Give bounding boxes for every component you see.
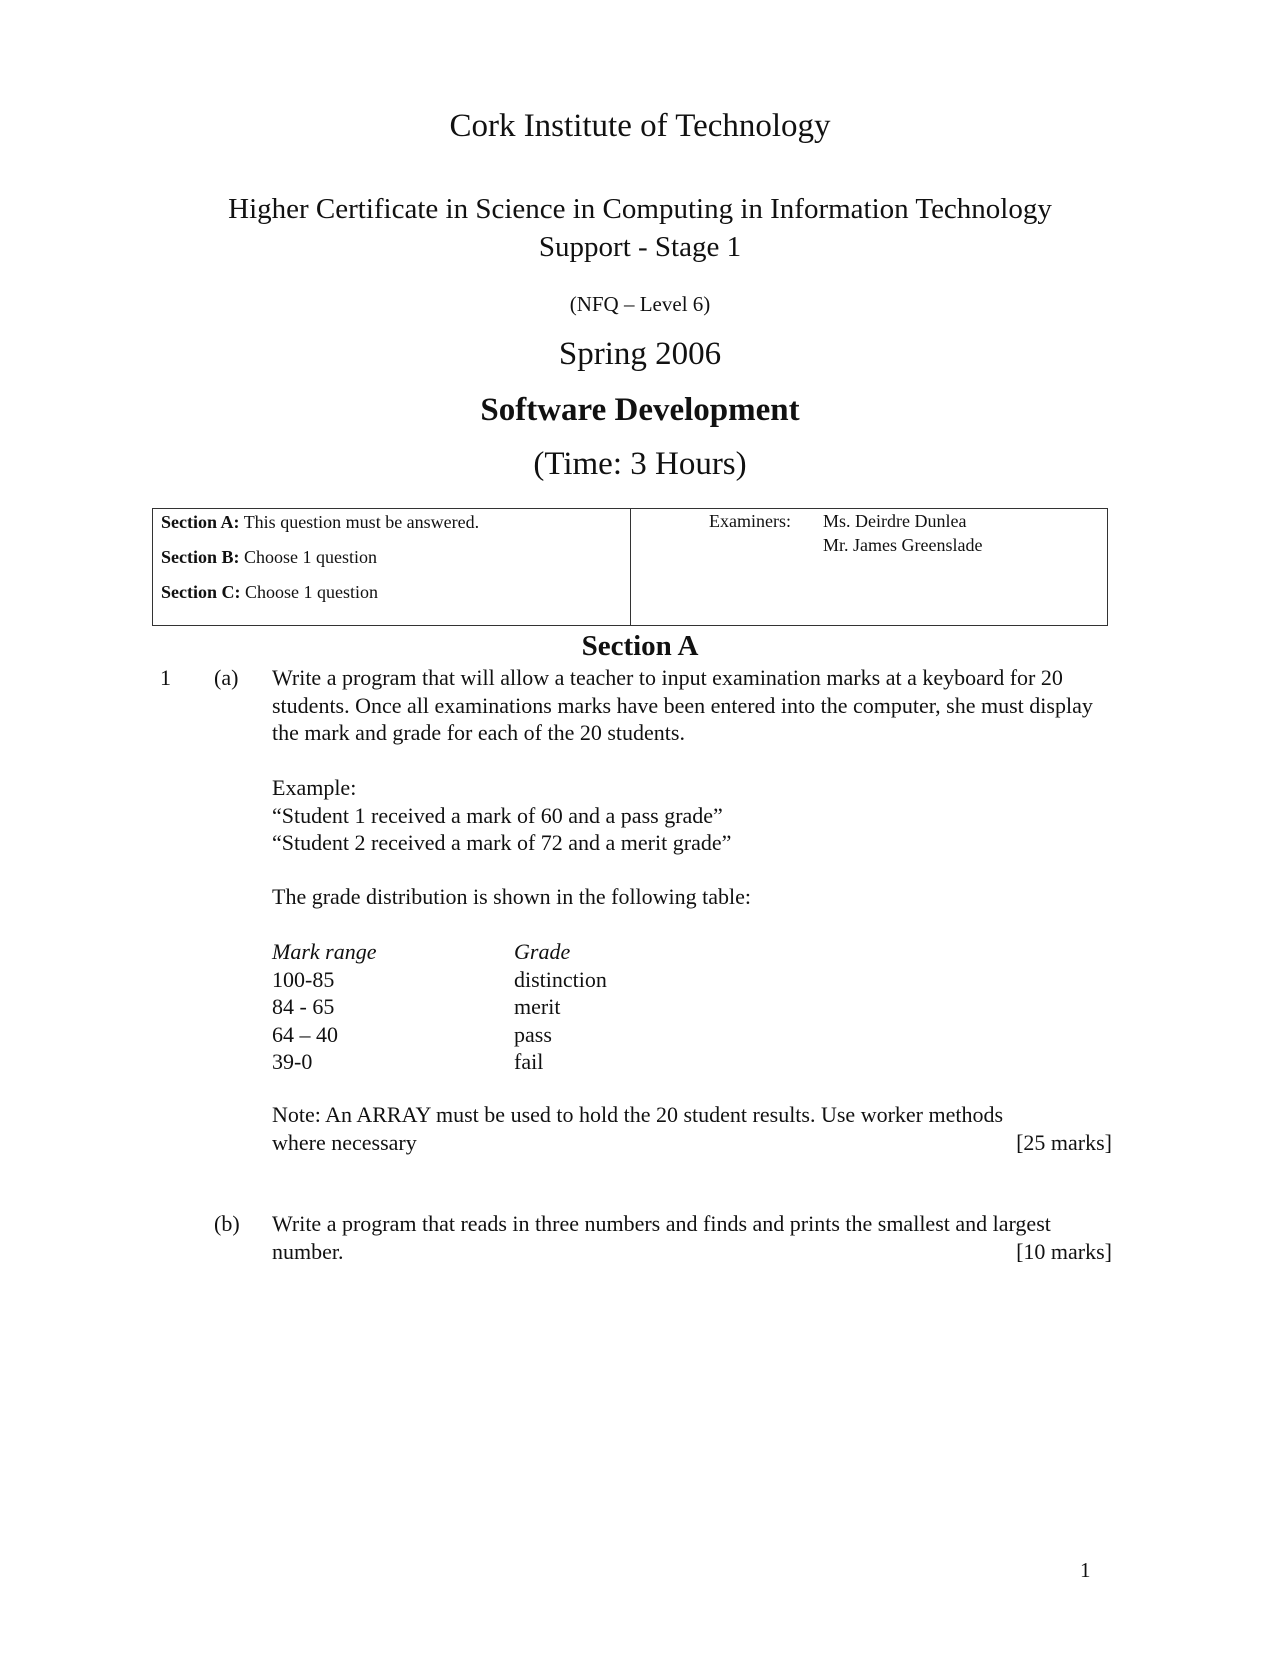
mark-range-cell: 84 - 65 <box>272 994 335 1019</box>
section-b-text: Choose 1 question <box>244 547 377 567</box>
header-grade: Grade <box>514 939 571 964</box>
instruction-section-b <box>161 547 377 568</box>
part-b-line-2-row <box>272 1238 1112 1266</box>
grade-table-row <box>272 1021 552 1049</box>
part-a-note <box>272 1101 1112 1156</box>
part-a-intro-text: Write a program that will allow a teacher to input examination marks at a keyboard for 20 students. Once all examinations marks have been entered into the computer, she must display the mark and grade for each of the 20 students. <box>272 665 1093 745</box>
part-a-intro <box>272 664 1114 747</box>
section-a-text: This question must be answered. <box>243 512 480 532</box>
header-mark-range: Mark range <box>272 939 377 964</box>
box-divider <box>630 509 631 625</box>
note-line-1: Note: An ARRAY must be used to hold the 20 student results. Use worker methods <box>272 1102 1004 1127</box>
question-number: 1 <box>160 665 171 690</box>
module-title: Software Development <box>480 392 800 428</box>
part-b-label: (b) <box>214 1211 240 1236</box>
grade-table-row <box>272 966 607 994</box>
part-b-line-1: Write a program that reads in three numbers and finds and prints the smallest and largest <box>272 1211 1051 1236</box>
grade-cell: distinction <box>514 966 607 992</box>
grade-table-header <box>272 938 571 966</box>
part-b-line-2: number. <box>272 1238 344 1264</box>
institute-title: Cork Institute of Technology <box>449 108 831 144</box>
examiner-name: Mr. James Greenslade <box>823 535 983 555</box>
note-line-2: where necessary <box>272 1129 417 1155</box>
grade-cell: merit <box>514 994 561 1019</box>
exam-duration: (Time: 3 Hours) <box>533 446 747 482</box>
section-c-label: Section C: <box>161 582 241 602</box>
programme-line-1: Higher Certificate in Science in Computing in Information Technology <box>228 193 1052 225</box>
grade-cell: pass <box>514 1021 552 1047</box>
semester: Spring 2006 <box>558 336 722 372</box>
grade-table-row <box>272 1048 544 1076</box>
instruction-section-a <box>161 512 479 533</box>
examiners-label: Examiners: <box>709 511 791 531</box>
example-line: “Student 1 received a mark of 60 and a pass grade” <box>272 802 723 828</box>
note-line-2-row <box>272 1129 1112 1157</box>
grade-table <box>272 938 607 1076</box>
example-block <box>272 774 1112 857</box>
table-intro-text: The grade distribution is shown in the following table: <box>272 884 752 909</box>
table-intro <box>272 883 1112 911</box>
page-number: 1 <box>1080 1558 1091 1582</box>
section-c-text: Choose 1 question <box>245 582 378 602</box>
section-a-label: Section A: <box>161 512 240 532</box>
part-a-label: (a) <box>214 665 239 690</box>
part-a-marks: [25 marks] <box>1016 1129 1112 1155</box>
section-heading: Section A <box>581 630 699 662</box>
example-line: “Student 2 received a mark of 72 and a merit grade” <box>272 830 732 855</box>
part-b-marks: [10 marks] <box>1016 1238 1112 1264</box>
programme-line-2: Support - Stage 1 <box>538 231 742 263</box>
mark-range-cell: 64 – 40 <box>272 1021 338 1047</box>
instruction-section-c <box>161 582 378 603</box>
examiner-name: Ms. Deirdre Dunlea <box>823 511 967 531</box>
programme-title <box>0 190 1280 266</box>
nfq-level: (NFQ – Level 6) <box>569 292 711 316</box>
example-label: Example: <box>272 775 357 800</box>
mark-range-cell: 100-85 <box>272 966 335 992</box>
section-b-label: Section B: <box>161 547 240 567</box>
instructions-box <box>152 508 1108 626</box>
mark-range-cell: 39-0 <box>272 1049 313 1074</box>
grade-table-row <box>272 993 561 1021</box>
grade-cell: fail <box>514 1049 544 1074</box>
part-b-text <box>272 1210 1112 1265</box>
